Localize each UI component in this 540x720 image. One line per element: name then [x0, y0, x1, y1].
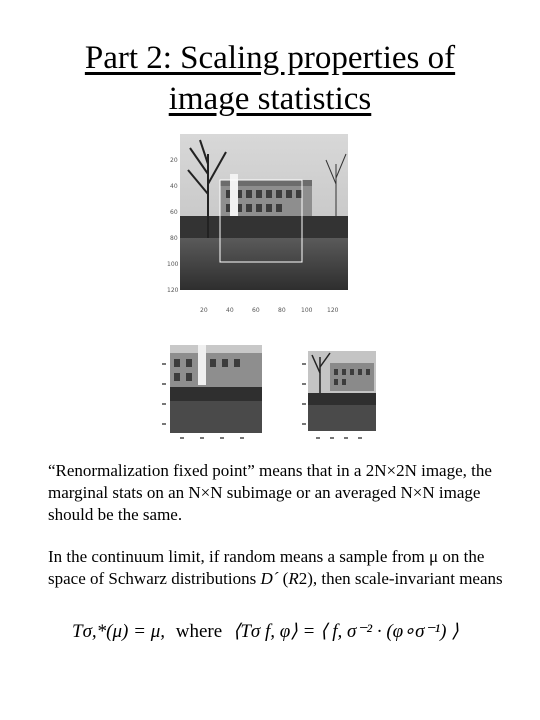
slide-title [20, 38, 520, 120]
y-tick-label: 60 [170, 209, 178, 216]
para2-text-c: 2), then scale-invariant means [298, 569, 503, 588]
para2-text-a: In the continuum limit, if random means a sample from μ on the space of Schwarz distributions [48, 547, 485, 588]
schwarz-space-symbol: D´ [260, 569, 279, 588]
para2-text-b: ( [278, 569, 289, 588]
x-tick-label: 60 [252, 307, 260, 314]
formula-where: where [175, 621, 223, 642]
r-symbol: R [288, 569, 299, 588]
y-tick-label: 20 [170, 157, 178, 164]
photo-lawn [180, 238, 348, 290]
paragraph-renormalization: “Renormalization fixed point” means that in a 2N×2N image, the marginal stats on an N×N subimage or an averaged N×N image should be the same. [48, 461, 492, 524]
formula-rhs: ⟨Tσ f, φ⟩ = ⟨ f, σ⁻² · (φ∘σ⁻¹) ⟩ [232, 621, 459, 642]
x-tick-label: 120 [327, 307, 339, 314]
x-tick-label: 20 [200, 307, 208, 314]
x-tick-label: 40 [226, 307, 234, 314]
photo-hedge [180, 216, 348, 238]
paragraph-continuum-limit [48, 546, 518, 590]
formula-lhs: Tσ,*(μ) = μ, [72, 621, 165, 642]
x-tick-label: 80 [278, 307, 286, 314]
y-tick-label: 40 [170, 183, 178, 190]
y-tick-label: 80 [170, 235, 178, 242]
y-tick-label: 120 [167, 287, 179, 294]
title-line-2: image statistics [168, 81, 372, 117]
main-photo-figure [160, 134, 350, 316]
subimage-averaged-figure [300, 343, 380, 443]
scale-invariance-formula [72, 620, 459, 643]
y-tick-label: 100 [167, 261, 179, 268]
subimage-crop-figure [158, 343, 266, 443]
title-line-1: Part 2: Scaling properties of [84, 40, 456, 76]
x-tick-label: 100 [301, 307, 313, 314]
